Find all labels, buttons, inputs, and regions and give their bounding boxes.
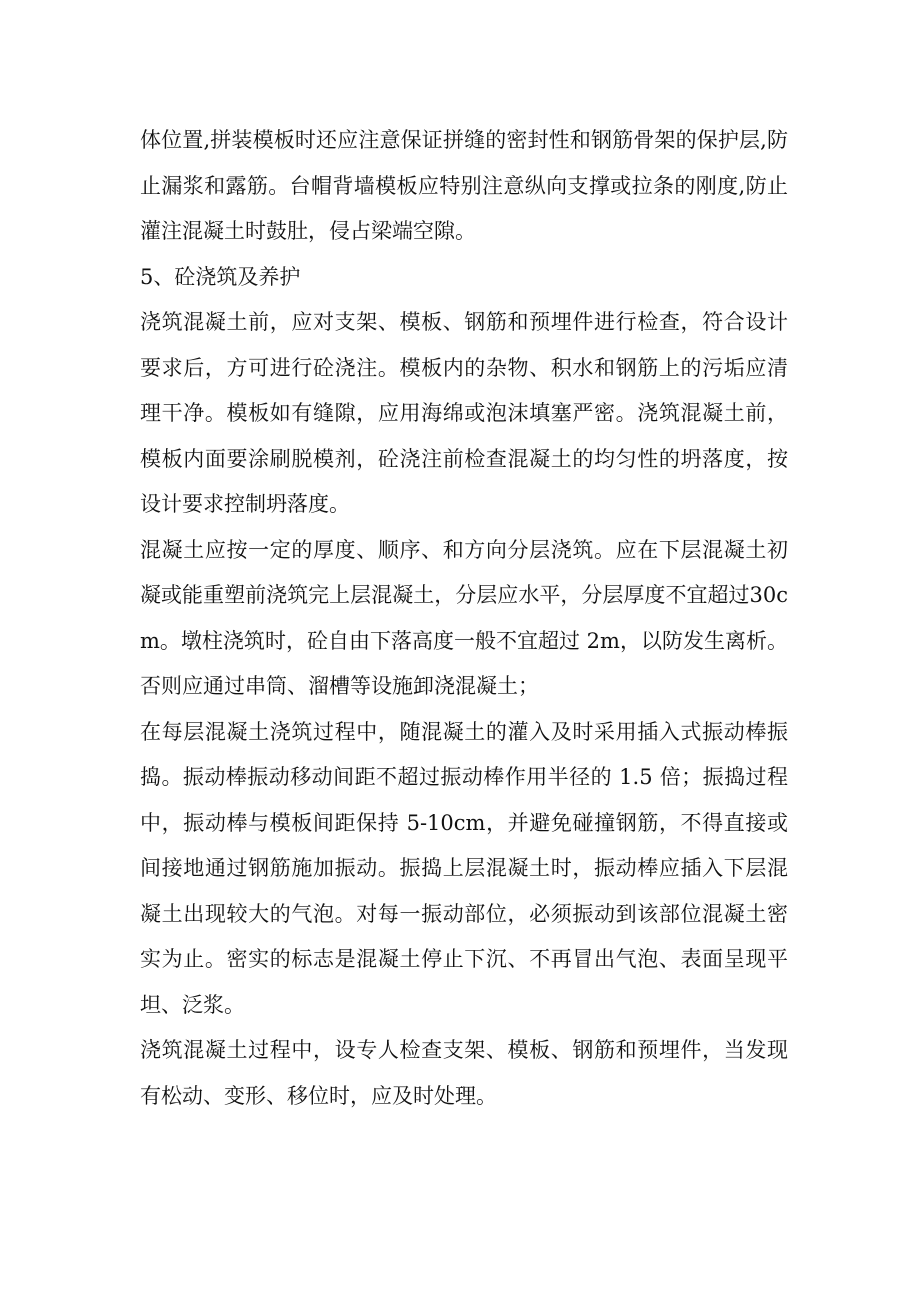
paragraph-vibration: 在每层混凝土浇筑过程中，随混凝土的灌入及时采用插入式振动棒振捣。振动棒振动移动间距不超过振动棒作用半径的 1.5 倍；振捣过程中，振动棒与模板间距保持 5-10cm，并避免碰撞钢筋，不得直接或间接地通过钢筋施加振动。振捣上层混凝土时，振动棒应插入下层混凝土出现较大的气泡。对每一振动部位，必须振动到该部位混凝土密实为止。密实的标志是混凝土停止下沉、不再冒出气泡、表面呈现平坦、泛浆。 xyxy=(140,719,788,1017)
paragraph-layered-pouring: 混凝土应按一定的厚度、顺序、和方向分层浇筑。应在下层混凝土初凝或能重塑前浇筑完上层混凝土，分层应水平，分层厚度不宜超过30cm。墩柱浇筑时，砼自由下落高度一般不宜超过 2m，以防发生离析。否则应通过串筒、溜槽等设施卸浇混凝土； xyxy=(140,537,788,698)
paragraph-pre-pour-check: 浇筑混凝土前，应对支架、模板、钢筋和预埋件进行检查，符合设计要求后，方可进行砼浇注。模板内的杂物、积水和钢筋上的污垢应清理干净。模板如有缝隙，应用海绵或泡沫填塞严密。浇筑混凝土前，模板内面要涂刷脱模剂，砼浇注前检查混凝土的均匀性的坍落度，按设计要求控制坍落度。 xyxy=(140,310,788,516)
document-body xyxy=(140,118,788,1119)
paragraph-formwork: 体位置,拼装模板时还应注意保证拼缝的密封性和钢筋骨架的保护层,防止漏浆和露筋。台帽背墙模板应特别注意纵向支撑或拉条的刚度,防止灌注混凝土时鼓肚，侵占梁端空隙。 xyxy=(140,128,788,243)
section-heading-pouring: 5、砼浇筑及养护 xyxy=(140,264,301,289)
paragraph-inspection: 浇筑混凝土过程中，设专人检查支架、模板、钢筋和预埋件，当发现有松动、变形、移位时，应及时处理。 xyxy=(140,1038,788,1108)
